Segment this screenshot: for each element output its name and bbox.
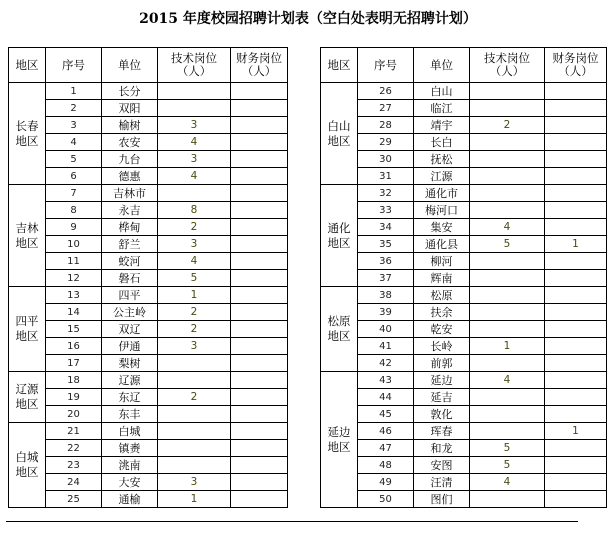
tech-positions-cell: 1 xyxy=(158,491,231,508)
unit-cell: 双阳 xyxy=(102,100,158,117)
seq-cell: 16 xyxy=(46,338,102,355)
finance-positions-cell xyxy=(545,100,607,117)
table-row xyxy=(321,457,607,474)
tech-positions-cell xyxy=(470,406,545,423)
table-row xyxy=(9,270,288,287)
unit-cell: 和龙 xyxy=(414,440,470,457)
finance-positions-cell xyxy=(231,355,288,372)
seq-cell: 9 xyxy=(46,219,102,236)
seq-cell: 38 xyxy=(358,287,414,304)
table-header-row xyxy=(9,48,288,83)
seq-cell: 1 xyxy=(46,83,102,100)
table-row xyxy=(9,287,288,304)
unit-cell: 伊通 xyxy=(102,338,158,355)
tech-positions-cell: 4 xyxy=(158,253,231,270)
tech-positions-cell xyxy=(470,83,545,100)
seq-cell: 7 xyxy=(46,185,102,202)
unit-cell: 扶余 xyxy=(414,304,470,321)
unit-cell: 汪清 xyxy=(414,474,470,491)
unit-cell: 图们 xyxy=(414,491,470,508)
unit-cell: 通榆 xyxy=(102,491,158,508)
tech-positions-cell xyxy=(158,185,231,202)
finance-positions-cell xyxy=(545,117,607,134)
table-row xyxy=(9,185,288,202)
table-row xyxy=(9,236,288,253)
tech-positions-cell: 4 xyxy=(470,372,545,389)
tech-positions-cell xyxy=(470,287,545,304)
seq-cell: 3 xyxy=(46,117,102,134)
finance-positions-cell xyxy=(231,372,288,389)
finance-positions-cell xyxy=(545,304,607,321)
tech-positions-cell xyxy=(470,168,545,185)
tech-positions-cell xyxy=(470,304,545,321)
finance-positions-cell xyxy=(545,253,607,270)
seq-cell: 34 xyxy=(358,219,414,236)
seq-cell: 21 xyxy=(46,423,102,440)
unit-cell: 双辽 xyxy=(102,321,158,338)
tech-positions-cell xyxy=(470,321,545,338)
unit-cell: 安图 xyxy=(414,457,470,474)
finance-positions-cell xyxy=(231,406,288,423)
seq-cell: 33 xyxy=(358,202,414,219)
finance-positions-cell xyxy=(231,321,288,338)
table-row xyxy=(321,168,607,185)
seq-cell: 43 xyxy=(358,372,414,389)
table-row xyxy=(9,406,288,423)
tech-positions-cell: 2 xyxy=(158,304,231,321)
seq-cell: 45 xyxy=(358,406,414,423)
unit-cell: 延吉 xyxy=(414,389,470,406)
table-row xyxy=(321,219,607,236)
table-row xyxy=(321,134,607,151)
seq-cell: 47 xyxy=(358,440,414,457)
tech-positions-cell: 1 xyxy=(470,338,545,355)
table-row xyxy=(9,440,288,457)
finance-positions-cell: 1 xyxy=(545,423,607,440)
region-cell: 松原 地区 xyxy=(321,287,358,372)
finance-positions-cell xyxy=(231,338,288,355)
tech-positions-cell xyxy=(470,185,545,202)
finance-positions-cell xyxy=(231,202,288,219)
seq-cell: 25 xyxy=(46,491,102,508)
seq-cell: 48 xyxy=(358,457,414,474)
seq-cell: 50 xyxy=(358,491,414,508)
tech-positions-cell: 5 xyxy=(470,457,545,474)
finance-positions-cell xyxy=(545,219,607,236)
finance-positions-cell xyxy=(231,168,288,185)
unit-cell: 江源 xyxy=(414,168,470,185)
finance-positions-cell xyxy=(231,134,288,151)
table-header-row xyxy=(321,48,607,83)
table-row xyxy=(321,236,607,253)
tech-positions-cell: 2 xyxy=(470,117,545,134)
unit-cell: 吉林市 xyxy=(102,185,158,202)
table-row xyxy=(9,474,288,491)
unit-cell: 抚松 xyxy=(414,151,470,168)
finance-positions-cell xyxy=(231,474,288,491)
unit-cell: 辽源 xyxy=(102,372,158,389)
unit-cell: 集安 xyxy=(414,219,470,236)
seq-cell: 28 xyxy=(358,117,414,134)
seq-cell: 37 xyxy=(358,270,414,287)
finance-positions-cell: 1 xyxy=(545,236,607,253)
unit-cell: 德惠 xyxy=(102,168,158,185)
region-cell: 通化 地区 xyxy=(321,185,358,287)
unit-cell: 长分 xyxy=(102,83,158,100)
tech-positions-cell xyxy=(158,100,231,117)
tech-positions-cell xyxy=(158,372,231,389)
finance-positions-cell xyxy=(231,304,288,321)
unit-cell: 敦化 xyxy=(414,406,470,423)
seq-cell: 27 xyxy=(358,100,414,117)
unit-cell: 柳河 xyxy=(414,253,470,270)
recruitment-table-right xyxy=(320,47,607,508)
finance-positions-cell xyxy=(545,440,607,457)
finance-positions-cell xyxy=(231,440,288,457)
seq-cell: 2 xyxy=(46,100,102,117)
tech-positions-cell xyxy=(470,253,545,270)
unit-cell: 靖宇 xyxy=(414,117,470,134)
unit-cell: 白城 xyxy=(102,423,158,440)
unit-cell: 珲春 xyxy=(414,423,470,440)
tech-positions-cell: 3 xyxy=(158,474,231,491)
table-row xyxy=(9,423,288,440)
finance-positions-cell xyxy=(545,270,607,287)
header-finance-positions: 财务岗位 （人） xyxy=(545,48,607,83)
seq-cell: 18 xyxy=(46,372,102,389)
table-row xyxy=(321,491,607,508)
table-row xyxy=(9,151,288,168)
table-row xyxy=(321,100,607,117)
table-row xyxy=(9,338,288,355)
table-row xyxy=(9,389,288,406)
tech-positions-cell xyxy=(470,100,545,117)
table-row xyxy=(9,134,288,151)
finance-positions-cell xyxy=(545,372,607,389)
region-cell: 四平 地区 xyxy=(9,287,46,372)
unit-cell: 镇赉 xyxy=(102,440,158,457)
tech-positions-cell xyxy=(470,151,545,168)
region-cell: 白山 地区 xyxy=(321,83,358,185)
table-row xyxy=(9,304,288,321)
finance-positions-cell xyxy=(545,185,607,202)
finance-positions-cell xyxy=(545,338,607,355)
table-row xyxy=(321,83,607,100)
tech-positions-cell: 2 xyxy=(158,219,231,236)
seq-cell: 32 xyxy=(358,185,414,202)
table-row xyxy=(9,83,288,100)
seq-cell: 36 xyxy=(358,253,414,270)
tech-positions-cell xyxy=(470,389,545,406)
table-row xyxy=(321,321,607,338)
table-row xyxy=(321,270,607,287)
header-unit: 单位 xyxy=(102,48,158,83)
header-tech-positions: 技术岗位 （人） xyxy=(470,48,545,83)
finance-positions-cell xyxy=(231,423,288,440)
unit-cell: 乾安 xyxy=(414,321,470,338)
table-row xyxy=(321,304,607,321)
seq-cell: 31 xyxy=(358,168,414,185)
table-row xyxy=(321,253,607,270)
finance-positions-cell xyxy=(545,457,607,474)
table-row xyxy=(9,491,288,508)
unit-cell: 通化县 xyxy=(414,236,470,253)
unit-cell: 公主岭 xyxy=(102,304,158,321)
seq-cell: 19 xyxy=(46,389,102,406)
seq-cell: 39 xyxy=(358,304,414,321)
finance-positions-cell xyxy=(231,236,288,253)
seq-cell: 26 xyxy=(358,83,414,100)
page-title: 2015 年度校园招聘计划表（空白处表明无招聘计划） xyxy=(139,11,477,27)
tech-positions-cell xyxy=(158,406,231,423)
tech-positions-cell: 3 xyxy=(158,151,231,168)
tech-positions-cell: 3 xyxy=(158,338,231,355)
unit-cell: 长白 xyxy=(414,134,470,151)
seq-cell: 15 xyxy=(46,321,102,338)
bottom-rule xyxy=(6,521,578,522)
tech-positions-cell xyxy=(470,270,545,287)
finance-positions-cell xyxy=(545,202,607,219)
finance-positions-cell xyxy=(545,83,607,100)
tech-positions-cell: 4 xyxy=(470,474,545,491)
table-row xyxy=(321,151,607,168)
tech-positions-cell: 8 xyxy=(158,202,231,219)
seq-cell: 12 xyxy=(46,270,102,287)
unit-cell: 永吉 xyxy=(102,202,158,219)
header-tech-positions: 技术岗位 （人） xyxy=(158,48,231,83)
seq-cell: 40 xyxy=(358,321,414,338)
finance-positions-cell xyxy=(231,185,288,202)
finance-positions-cell xyxy=(231,287,288,304)
tech-positions-cell xyxy=(158,355,231,372)
table-row xyxy=(321,202,607,219)
unit-cell: 梅河口 xyxy=(414,202,470,219)
seq-cell: 35 xyxy=(358,236,414,253)
seq-cell: 46 xyxy=(358,423,414,440)
header-region: 地区 xyxy=(9,48,46,83)
table-row xyxy=(321,406,607,423)
finance-positions-cell xyxy=(231,253,288,270)
finance-positions-cell xyxy=(231,117,288,134)
tech-positions-cell: 3 xyxy=(158,117,231,134)
unit-cell: 大安 xyxy=(102,474,158,491)
unit-cell: 磐石 xyxy=(102,270,158,287)
seq-cell: 17 xyxy=(46,355,102,372)
table-row xyxy=(321,440,607,457)
tech-positions-cell xyxy=(470,355,545,372)
finance-positions-cell xyxy=(545,321,607,338)
table-row xyxy=(321,474,607,491)
seq-cell: 6 xyxy=(46,168,102,185)
tech-positions-cell xyxy=(158,457,231,474)
header-finance-positions: 财务岗位 （人） xyxy=(231,48,288,83)
seq-cell: 23 xyxy=(46,457,102,474)
finance-positions-cell xyxy=(231,389,288,406)
region-cell: 辽源 地区 xyxy=(9,372,46,423)
finance-positions-cell xyxy=(545,491,607,508)
tech-positions-cell: 1 xyxy=(158,287,231,304)
unit-cell: 四平 xyxy=(102,287,158,304)
unit-cell: 辉南 xyxy=(414,270,470,287)
region-cell: 延边 地区 xyxy=(321,372,358,508)
finance-positions-cell xyxy=(545,355,607,372)
finance-positions-cell xyxy=(545,287,607,304)
unit-cell: 前郭 xyxy=(414,355,470,372)
seq-cell: 20 xyxy=(46,406,102,423)
seq-cell: 30 xyxy=(358,151,414,168)
seq-cell: 44 xyxy=(358,389,414,406)
unit-cell: 东丰 xyxy=(102,406,158,423)
tech-positions-cell: 5 xyxy=(470,440,545,457)
seq-cell: 13 xyxy=(46,287,102,304)
table-row xyxy=(321,355,607,372)
finance-positions-cell xyxy=(545,134,607,151)
finance-positions-cell xyxy=(231,83,288,100)
table-row xyxy=(9,355,288,372)
tech-positions-cell xyxy=(158,440,231,457)
finance-positions-cell xyxy=(545,151,607,168)
finance-positions-cell xyxy=(231,457,288,474)
table-row xyxy=(321,287,607,304)
tech-positions-cell xyxy=(158,423,231,440)
unit-cell: 临江 xyxy=(414,100,470,117)
finance-positions-cell xyxy=(545,406,607,423)
seq-cell: 11 xyxy=(46,253,102,270)
tech-positions-cell: 2 xyxy=(158,389,231,406)
region-cell: 吉林 地区 xyxy=(9,185,46,287)
tech-positions-cell: 5 xyxy=(158,270,231,287)
seq-cell: 8 xyxy=(46,202,102,219)
table-row xyxy=(9,100,288,117)
table-row xyxy=(9,253,288,270)
header-seq: 序号 xyxy=(358,48,414,83)
table-row xyxy=(321,423,607,440)
table-row xyxy=(321,389,607,406)
tech-positions-cell xyxy=(158,83,231,100)
tech-positions-cell xyxy=(470,202,545,219)
tech-positions-cell: 4 xyxy=(158,134,231,151)
tech-positions-cell: 2 xyxy=(158,321,231,338)
seq-cell: 41 xyxy=(358,338,414,355)
region-cell: 长春 地区 xyxy=(9,83,46,185)
unit-cell: 舒兰 xyxy=(102,236,158,253)
table-row xyxy=(9,168,288,185)
tech-positions-cell: 4 xyxy=(470,219,545,236)
finance-positions-cell xyxy=(231,491,288,508)
table-row xyxy=(9,117,288,134)
unit-cell: 洮南 xyxy=(102,457,158,474)
table-row xyxy=(321,117,607,134)
tech-positions-cell: 3 xyxy=(158,236,231,253)
unit-cell: 榆树 xyxy=(102,117,158,134)
region-cell: 白城 地区 xyxy=(9,423,46,508)
unit-cell: 松原 xyxy=(414,287,470,304)
seq-cell: 10 xyxy=(46,236,102,253)
table-row xyxy=(9,457,288,474)
tech-positions-cell: 5 xyxy=(470,236,545,253)
finance-positions-cell xyxy=(545,389,607,406)
finance-positions-cell xyxy=(231,270,288,287)
recruitment-table-left xyxy=(8,47,288,508)
unit-cell: 通化市 xyxy=(414,185,470,202)
finance-positions-cell xyxy=(231,219,288,236)
unit-cell: 白山 xyxy=(414,83,470,100)
seq-cell: 4 xyxy=(46,134,102,151)
seq-cell: 24 xyxy=(46,474,102,491)
seq-cell: 5 xyxy=(46,151,102,168)
header-unit: 单位 xyxy=(414,48,470,83)
table-row xyxy=(9,372,288,389)
unit-cell: 农安 xyxy=(102,134,158,151)
unit-cell: 东辽 xyxy=(102,389,158,406)
header-region: 地区 xyxy=(321,48,358,83)
finance-positions-cell xyxy=(231,100,288,117)
finance-positions-cell xyxy=(545,168,607,185)
table-row xyxy=(9,321,288,338)
unit-cell: 长岭 xyxy=(414,338,470,355)
unit-cell: 九台 xyxy=(102,151,158,168)
tech-positions-cell xyxy=(470,134,545,151)
table-row xyxy=(9,219,288,236)
seq-cell: 14 xyxy=(46,304,102,321)
unit-cell: 桦甸 xyxy=(102,219,158,236)
unit-cell: 蛟河 xyxy=(102,253,158,270)
tech-positions-cell: 4 xyxy=(158,168,231,185)
table-row xyxy=(321,372,607,389)
seq-cell: 42 xyxy=(358,355,414,372)
table-row xyxy=(321,338,607,355)
finance-positions-cell xyxy=(545,474,607,491)
header-seq: 序号 xyxy=(46,48,102,83)
seq-cell: 49 xyxy=(358,474,414,491)
finance-positions-cell xyxy=(231,151,288,168)
tech-positions-cell xyxy=(470,491,545,508)
tech-positions-cell xyxy=(470,423,545,440)
table-row xyxy=(9,202,288,219)
seq-cell: 29 xyxy=(358,134,414,151)
table-row xyxy=(321,185,607,202)
unit-cell: 梨树 xyxy=(102,355,158,372)
unit-cell: 延边 xyxy=(414,372,470,389)
seq-cell: 22 xyxy=(46,440,102,457)
